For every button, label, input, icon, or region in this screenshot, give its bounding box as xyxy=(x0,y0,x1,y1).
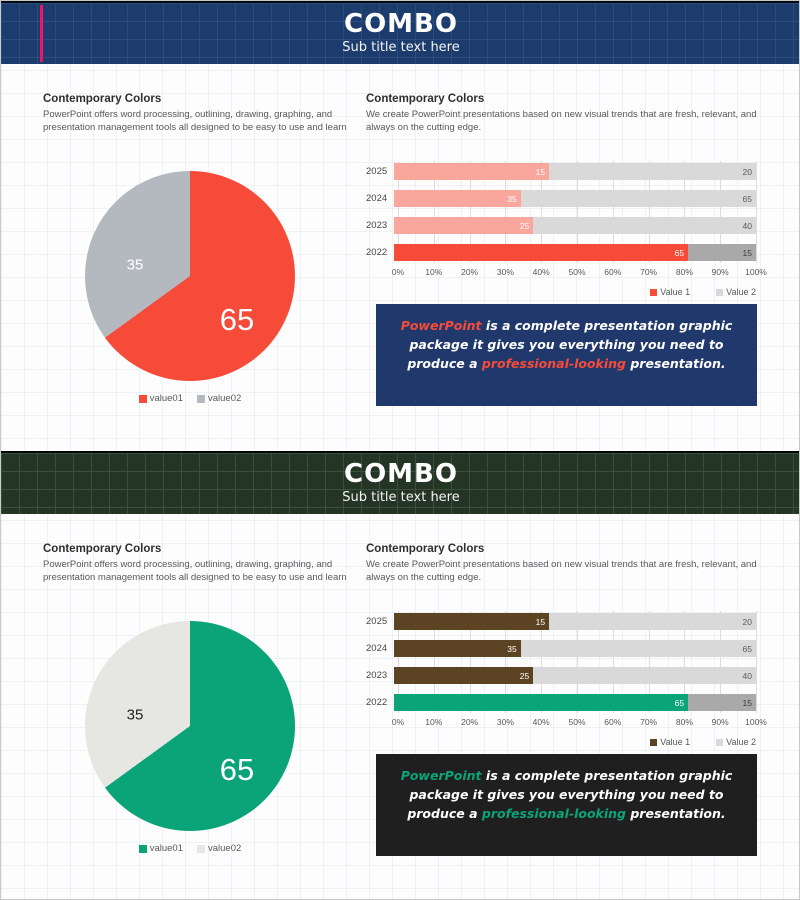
quote-end-text: presentation. xyxy=(630,805,726,821)
bar-category-label: 2023 xyxy=(366,670,388,681)
pie-chart xyxy=(85,621,295,831)
bar-segment-value1 xyxy=(394,613,549,630)
slide-navy-red xyxy=(1,1,800,451)
axis-tick-label: 50% xyxy=(568,267,586,277)
bar-value1-label: 25 xyxy=(519,670,530,681)
slide-title: COMBO xyxy=(344,459,458,489)
legend-swatch xyxy=(716,289,723,296)
bar-value1-label: 35 xyxy=(507,643,517,654)
right-section-paragraph: We create PowerPoint presentations based on new visual trends that are fresh, relevant, and always on the cutting edge. xyxy=(366,559,757,584)
bar-value2-label: 20 xyxy=(742,166,752,177)
slide-header xyxy=(1,1,800,64)
bar-row xyxy=(366,613,756,630)
axis-tick-label: 30% xyxy=(496,717,514,727)
axis-tick-label: 100% xyxy=(745,267,767,277)
bar-value2-label: 40 xyxy=(742,220,752,231)
bar-row xyxy=(366,190,756,207)
quote-box xyxy=(376,304,757,406)
axis-tick-label: 40% xyxy=(532,717,550,727)
bar-rows xyxy=(366,163,756,261)
pie-legend-label: value02 xyxy=(208,393,242,404)
bar-value1-label: 65 xyxy=(674,697,685,708)
bar-track xyxy=(394,694,756,711)
pie-legend-item xyxy=(139,393,183,404)
axis-tick-label: 40% xyxy=(532,267,550,277)
bar-value2-label: 65 xyxy=(742,193,752,204)
bar-segment-value1 xyxy=(394,163,549,180)
axis-tick-label: 10% xyxy=(425,717,443,727)
bar-value1-label: 15 xyxy=(535,166,546,177)
bar-x-axis xyxy=(391,717,767,729)
axis-tick-label: 0% xyxy=(391,267,405,277)
quote-accent-word: PowerPoint xyxy=(400,318,482,333)
legend-swatch xyxy=(650,289,657,296)
bar-legend xyxy=(650,737,756,747)
pie-legend-label: value01 xyxy=(149,393,183,404)
legend-swatch xyxy=(197,395,205,403)
left-section-heading: Contemporary Colors xyxy=(43,543,162,555)
bar-x-axis xyxy=(391,267,767,279)
slide-green xyxy=(1,451,800,900)
quote-text xyxy=(392,317,741,373)
bar-segment-value1 xyxy=(394,217,533,234)
right-section-paragraph: We create PowerPoint presentations based on new visual trends that are fresh, relevant, and always on the cutting edge. xyxy=(366,109,757,134)
axis-tick-label: 70% xyxy=(640,267,658,277)
bar-segment-value1 xyxy=(394,244,688,261)
pie-value-label-small: 35 xyxy=(126,256,144,274)
quote-accent-word: professional-looking xyxy=(481,805,626,821)
axis-tick-label: 50% xyxy=(568,717,586,727)
quote-accent-word: professional-looking xyxy=(481,355,626,371)
bar-legend-item xyxy=(716,737,756,747)
bar-track xyxy=(394,613,756,630)
bar-segment-value2 xyxy=(688,244,756,261)
bar-value2-label: 40 xyxy=(742,670,752,681)
gridline xyxy=(756,611,757,713)
bar-segment-value2 xyxy=(521,190,756,207)
axis-tick-label: 30% xyxy=(496,267,514,277)
bar-value1-label: 15 xyxy=(535,616,546,627)
quote-accent-word: PowerPoint xyxy=(400,768,482,783)
bar-segment-value1 xyxy=(394,640,521,657)
pie-legend xyxy=(65,393,315,404)
bar-track xyxy=(394,640,756,657)
left-section-paragraph: PowerPoint offers word processing, outlining, drawing, graphing, and presentation management tools all designed to be easy to use and learn xyxy=(43,109,347,134)
bar-track xyxy=(394,244,756,261)
bar-category-label: 2022 xyxy=(366,697,388,708)
legend-swatch xyxy=(197,845,205,853)
bar-category-label: 2025 xyxy=(366,616,388,627)
bar-segment-value2 xyxy=(549,613,756,630)
bar-legend-label: Value 1 xyxy=(660,737,691,747)
bar-track xyxy=(394,217,756,234)
legend-swatch xyxy=(139,395,147,403)
bar-row xyxy=(366,667,756,684)
bar-segment-value1 xyxy=(394,667,533,684)
pie-legend-label: value02 xyxy=(208,843,242,854)
bar-row xyxy=(366,640,756,657)
bar-value2-label: 15 xyxy=(742,247,752,258)
pie-chart xyxy=(85,171,295,381)
bar-row xyxy=(366,163,756,180)
bar-segment-value2 xyxy=(533,667,756,684)
bar-legend-label: Value 2 xyxy=(726,737,756,747)
axis-tick-label: 90% xyxy=(711,267,729,277)
pie-graphic xyxy=(85,171,295,381)
bar-legend-label: Value 2 xyxy=(726,287,756,297)
pie-legend-item xyxy=(139,843,183,854)
quote-mid-text: is a complete presentation graphic package it gives you everything you need to produce a xyxy=(407,318,733,371)
left-section-paragraph: PowerPoint offers word processing, outlining, drawing, graphing, and presentation management tools all designed to be easy to use and learn xyxy=(43,559,347,584)
pie-value-label-big: 65 xyxy=(219,752,255,787)
bar-category-label: 2025 xyxy=(366,166,388,177)
pie-legend-item xyxy=(197,393,241,404)
pie-value-label-big: 65 xyxy=(219,302,255,337)
axis-tick-label: 70% xyxy=(640,717,658,727)
slide-subtitle: Sub title text here xyxy=(342,40,460,55)
bar-track xyxy=(394,667,756,684)
legend-swatch xyxy=(716,739,723,746)
bar-category-label: 2024 xyxy=(366,643,388,654)
legend-swatch xyxy=(139,845,147,853)
bar-legend-label: Value 1 xyxy=(660,287,691,297)
bar-track xyxy=(394,190,756,207)
axis-tick-label: 60% xyxy=(604,717,622,727)
axis-tick-label: 20% xyxy=(461,267,479,277)
slide-header xyxy=(1,451,800,514)
bar-rows xyxy=(366,613,756,711)
axis-tick-label: 10% xyxy=(425,267,443,277)
slide-title: COMBO xyxy=(344,9,458,39)
bar-value1-label: 65 xyxy=(674,247,685,258)
bar-segment-value2 xyxy=(521,640,756,657)
axis-tick-label: 0% xyxy=(391,717,405,727)
bar-segment-value1 xyxy=(394,190,521,207)
bar-row xyxy=(366,244,756,261)
bar-value1-label: 35 xyxy=(507,193,517,204)
bar-segment-value1 xyxy=(394,694,688,711)
axis-tick-label: 80% xyxy=(675,717,693,727)
bar-legend-item xyxy=(650,287,690,297)
left-section-heading: Contemporary Colors xyxy=(43,93,162,105)
pie-value-label-small: 35 xyxy=(126,706,144,724)
pie-legend xyxy=(65,843,315,854)
bar-value2-label: 20 xyxy=(742,616,752,627)
bar-value2-label: 65 xyxy=(742,643,752,654)
gridline xyxy=(756,161,757,263)
bar-legend xyxy=(650,287,756,297)
axis-tick-label: 60% xyxy=(604,267,622,277)
legend-swatch xyxy=(650,739,657,746)
bar-segment-value2 xyxy=(688,694,756,711)
bar-category-label: 2023 xyxy=(366,220,388,231)
quote-box xyxy=(376,754,757,856)
slide-subtitle: Sub title text here xyxy=(342,490,460,505)
pie-legend-item xyxy=(197,843,241,854)
right-section-heading: Contemporary Colors xyxy=(366,543,485,555)
header-accent-line xyxy=(40,5,43,62)
bar-category-label: 2022 xyxy=(366,247,388,258)
bar-value2-label: 15 xyxy=(742,697,752,708)
bar-row xyxy=(366,217,756,234)
bar-legend-item xyxy=(716,287,756,297)
bar-segment-value2 xyxy=(533,217,756,234)
quote-text xyxy=(392,767,741,823)
bar-segment-value2 xyxy=(549,163,756,180)
stacked-bar-chart xyxy=(366,161,767,306)
bar-category-label: 2024 xyxy=(366,193,388,204)
right-section-heading: Contemporary Colors xyxy=(366,93,485,105)
axis-tick-label: 100% xyxy=(745,717,767,727)
bar-track xyxy=(394,163,756,180)
quote-end-text: presentation. xyxy=(630,355,726,371)
axis-tick-label: 20% xyxy=(461,717,479,727)
axis-tick-label: 90% xyxy=(711,717,729,727)
axis-tick-label: 80% xyxy=(675,267,693,277)
pie-legend-label: value01 xyxy=(149,843,183,854)
bar-row xyxy=(366,694,756,711)
quote-mid-text: is a complete presentation graphic package it gives you everything you need to produce a xyxy=(407,768,733,821)
stacked-bar-chart xyxy=(366,611,767,756)
bar-legend-item xyxy=(650,737,690,747)
bar-value1-label: 25 xyxy=(519,220,530,231)
pie-graphic xyxy=(85,621,295,831)
